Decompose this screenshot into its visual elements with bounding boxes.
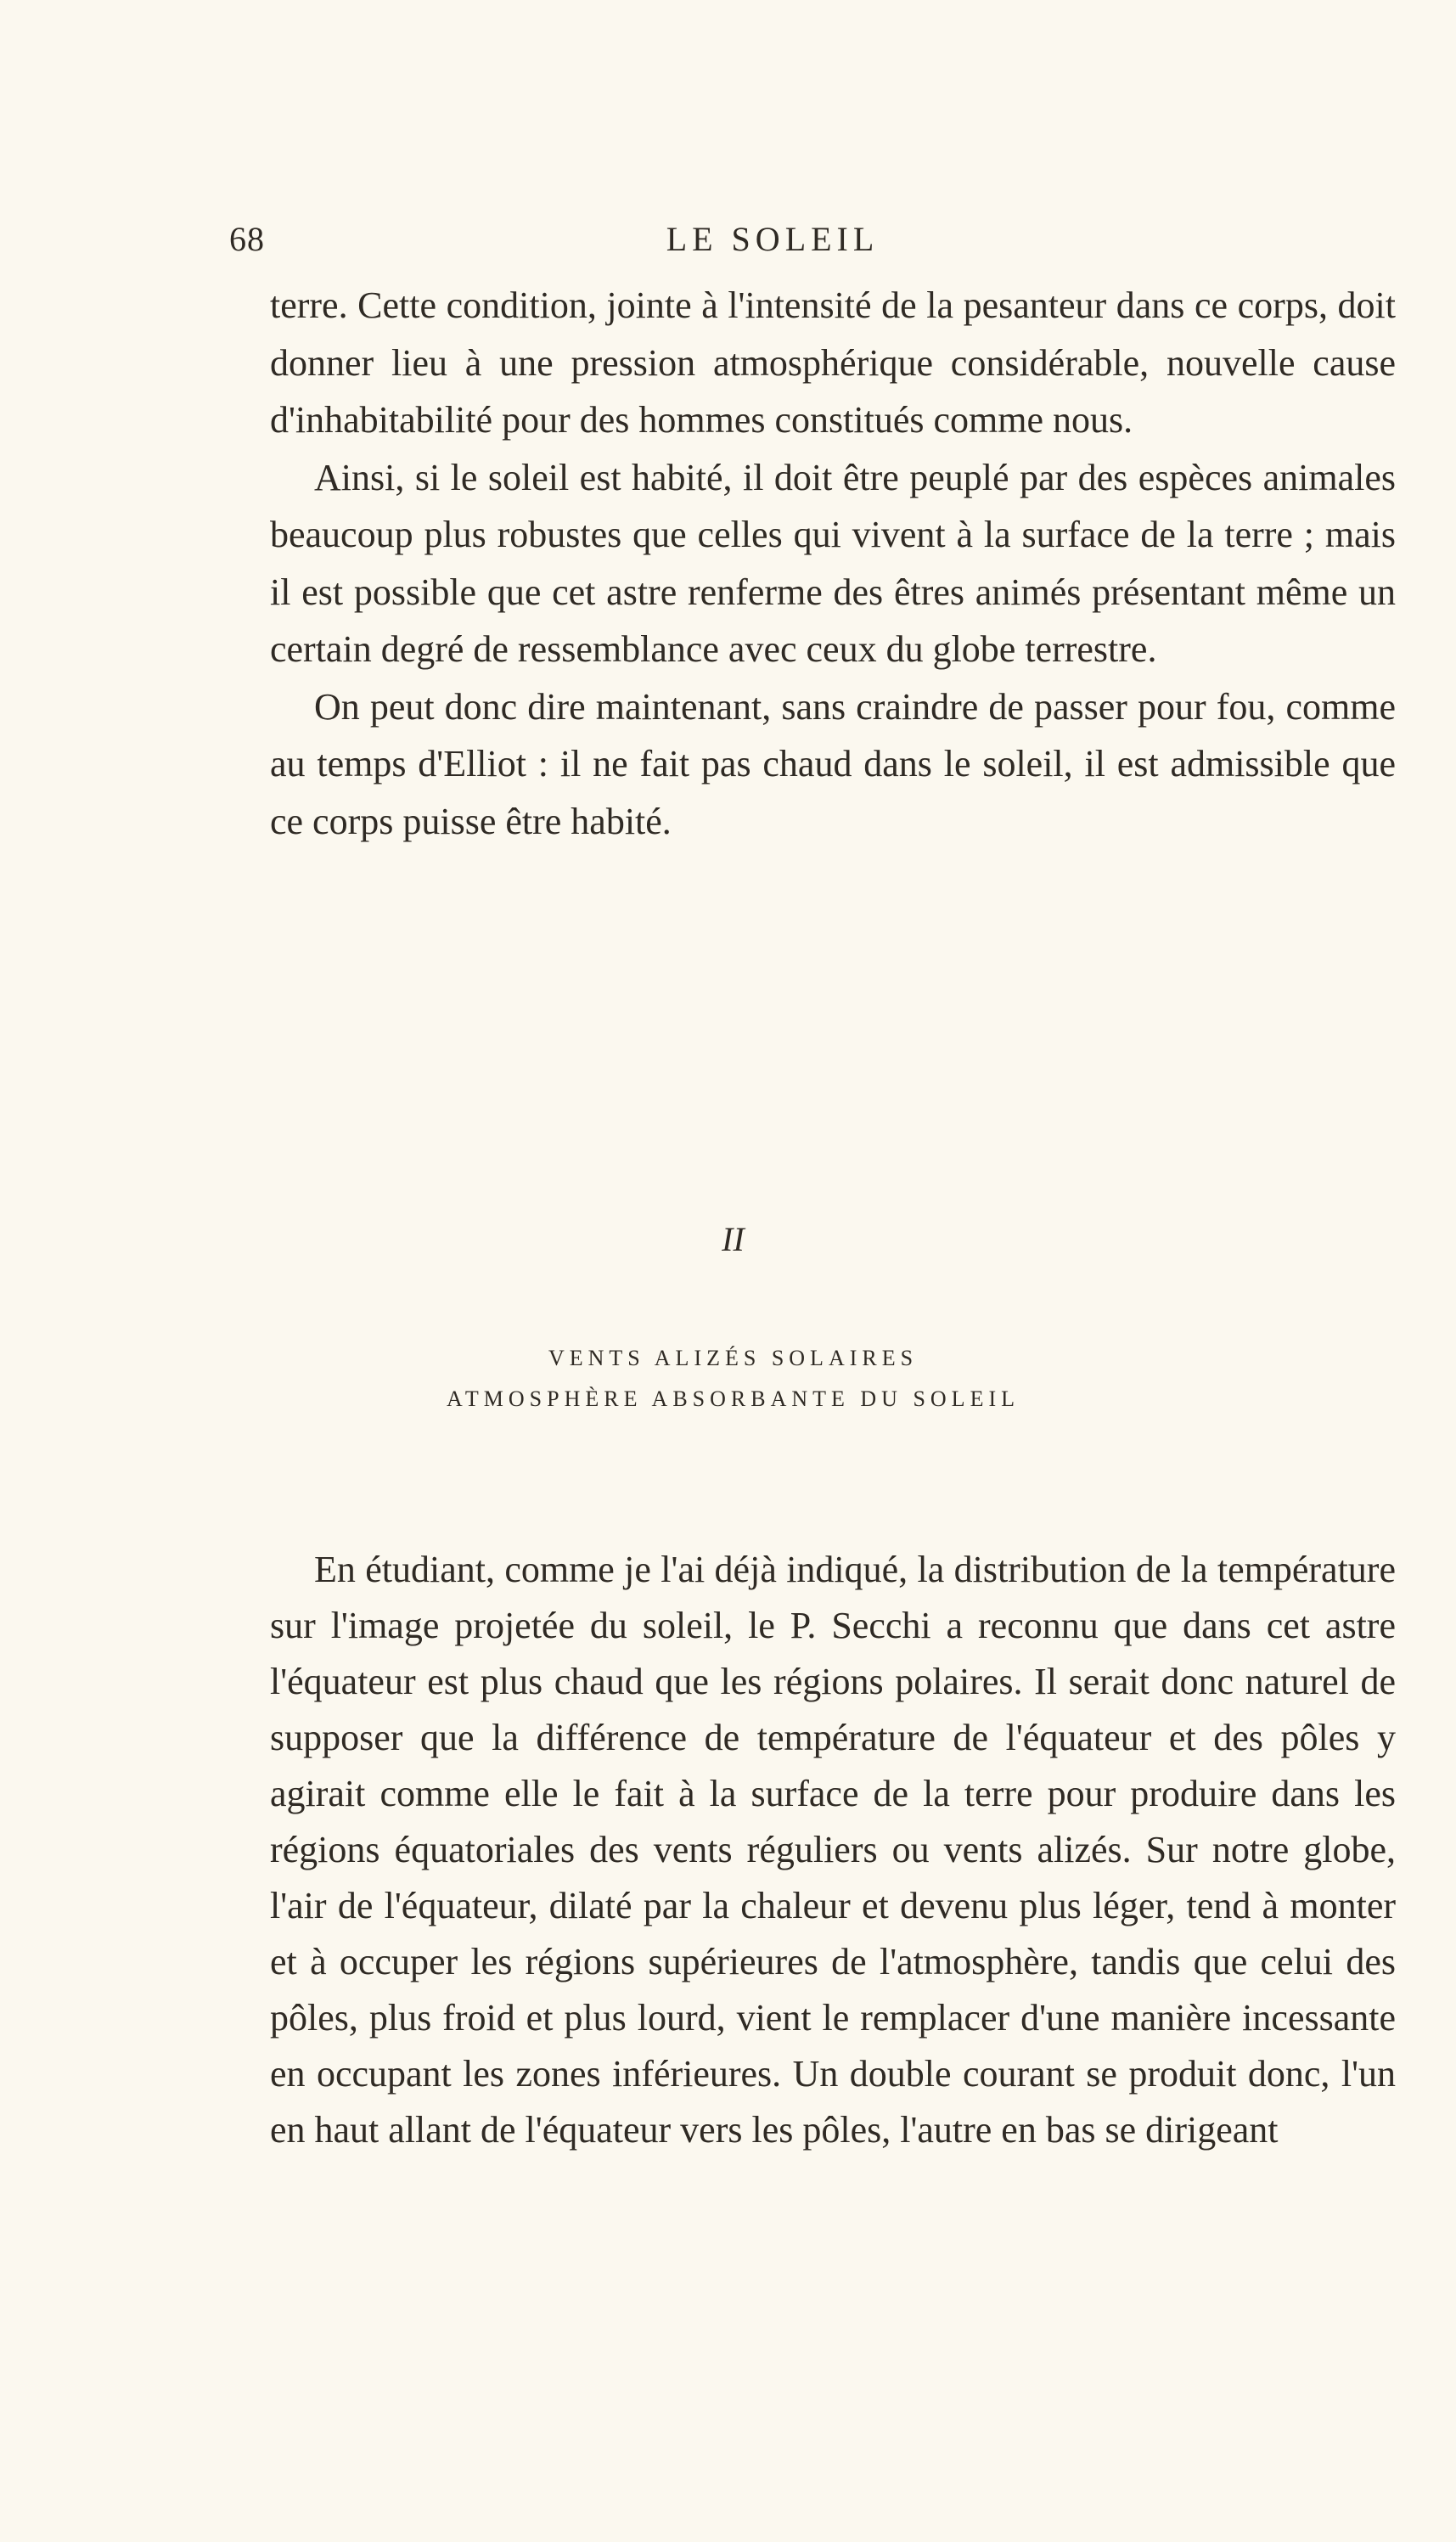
section-heading-line-2: ATMOSPHÈRE ABSORBANTE DU SOLEIL	[447, 1386, 1020, 1411]
running-title: LE SOLEIL	[666, 220, 880, 258]
paragraph: En étudiant, comme je l'ai déjà indiqué, la distribution de la température sur l'image projetée du soleil, le P. Secchi a reconnu que dans cet astre l'équateur est plus chaud que les régions polaires. Il serait donc naturel de supposer que la différence de température de l'équateur et des pôles y agirait comme elle le fait à la surface de la terre pour produire dans les régions équatoriales des vents réguliers ou vents alizés. Sur notre globe, l'air de l'équateur, dilaté par la chaleur et devenu plus léger, tend à monter et à occuper les régions supérieures de l'atmosphère, tandis que celui des pôles, plus froid et plus lourd, vient le remplacer d'une manière incessante en occupant les zones inférieures. Un double courant se produit donc, l'un en haut allant de l'équateur vers les pôles, l'autre en bas se dirigeant	[270, 1549, 1396, 2151]
page-number: 68	[229, 220, 265, 258]
section-heading-line-1: VENTS ALIZÉS SOLAIRES	[548, 1346, 919, 1370]
text-block-top	[270, 277, 1396, 850]
running-head	[229, 219, 1265, 262]
paragraph: Ainsi, si le soleil est habité, il doit être peuplé par des espèces animales beaucoup plus robustes que celles qui vivent à la surface de la terre ; mais il est possible que cet astre renferme des êtres animés présentant même un certain degré de ressemblance avec ceux du globe terrestre.	[270, 456, 1396, 670]
section-numeral: II	[722, 1220, 745, 1258]
paragraph-continued: terre. Cette condition, jointe à l'intensité de la pesanteur dans ce corps, doit donner lieu à une pression atmosphérique considérable, nouvelle cause d'inhabitabilité pour des hommes constitués comme nous.	[270, 284, 1396, 441]
paragraph: On peut donc dire maintenant, sans craindre de passer pour fou, comme au temps d'Elliot : il ne fait pas chaud dans le soleil, il est admissible que ce corps puisse être habité.	[270, 685, 1396, 842]
text-block-section	[270, 1542, 1396, 2158]
